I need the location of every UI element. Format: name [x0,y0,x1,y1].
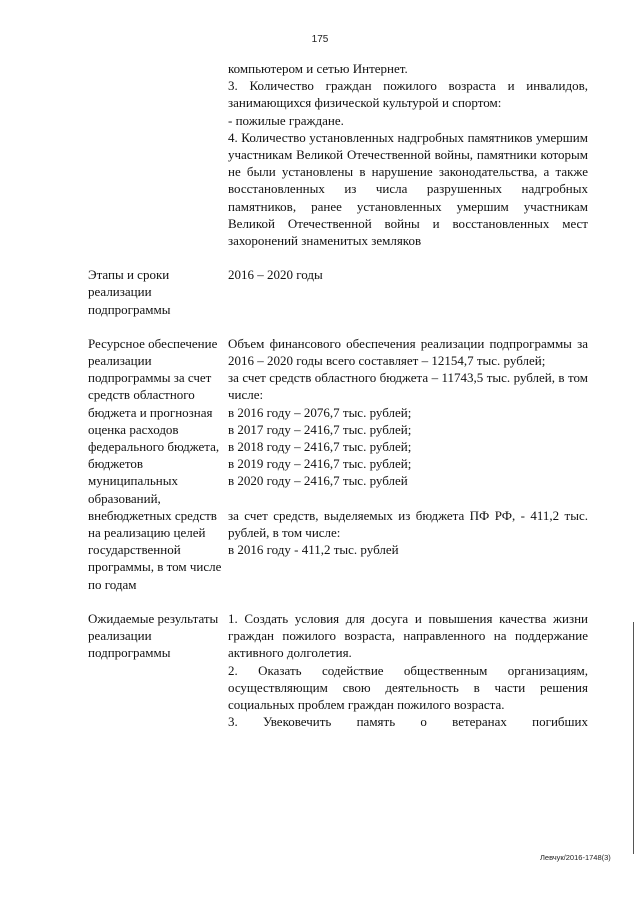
text-line: в 2018 году – 2416,7 тыс. рублей; [228,439,412,455]
continuation-row [88,60,588,249]
stages-value [228,266,588,318]
results-value [228,610,588,730]
continuation-value [228,60,588,249]
text-line: в 2020 году – 2416,7 тыс. рублей [228,473,408,489]
passport-table [88,60,588,730]
footer-code: Левчук/2016-1748(3) [540,853,611,862]
resources-value [228,335,588,593]
scan-edge-line [633,622,634,854]
row-gap [88,593,588,610]
stages-label: Этапы и сроки реализации подпрограммы [88,267,171,317]
stages-row [88,266,588,318]
text-line: - пожилые граждане. [228,112,344,128]
results-label: Ожидаемые результаты реализации подпрограммы [88,610,219,661]
page-number: 175 [311,34,329,45]
text-line: 3. Количество граждан пожилого возраста и инвалидов, занимающихся физической культурой и спортом: [228,78,588,111]
text-line: 3. Увековечить память о ветеранах погибших [228,714,588,730]
text-line: в 2016 году – 2076,7 тыс. рублей; [228,404,412,420]
continuation-label [88,60,228,249]
text-line: 2016 – 2020 годы [228,267,323,283]
text-line: за счет средств, выделяемых из бюджета ПФ РФ, - 411,2 тыс. рублей, в том числе: [228,507,588,540]
text-line: Объем финансового обеспечения реализации подпрограммы за 2016 – 2020 годы всего составляет – 12154,7 тыс. рублей; [228,335,588,369]
resources-row [88,335,588,593]
text-line: 2. Оказать содействие общественным организациям, осуществляющим свою деятельность в части решения социальных проблем граждан пожилого возраста. [228,662,588,712]
row-gap [88,249,588,266]
text-line: компьютером и сетью Интернет. [228,61,408,76]
paragraph-gap [228,490,588,507]
text-line: в 2017 году – 2416,7 тыс. рублей; [228,421,412,437]
text-line: 4. Количество установленных надгробных памятников умершим участникам Великой Отечественной войны, памятники которым не были установлены в нарушение законодательства, а также восстановленных из числа разрушенных надгробных памятников, ранее установленных умершим участникам Великой Отечественной войны и восстановленных мест захоронений знаменитых земляков [228,129,588,249]
text-line: за счет средств областного бюджета – 11743,5 тыс. рублей, в том числе: [228,370,588,403]
text-line: в 2019 году – 2416,7 тыс. рублей; [228,456,412,472]
results-row [88,610,588,730]
row-gap [88,318,588,335]
text-line: 1. Создать условия для досуга и повышения качества жизни граждан пожилого возраста, направленного на поддержание активного долголетия. [228,610,588,661]
text-line: в 2016 году - 411,2 тыс. рублей [228,542,399,558]
resources-label: Ресурсное обеспечение реализации подпрограммы за счет средств областного бюджета и прогнозная оценка расходов федерального бюджета, бюджетов муниципальных образований, внебюджетных средств на реализацию целей государственной программы, в том числе по годам [88,335,222,592]
